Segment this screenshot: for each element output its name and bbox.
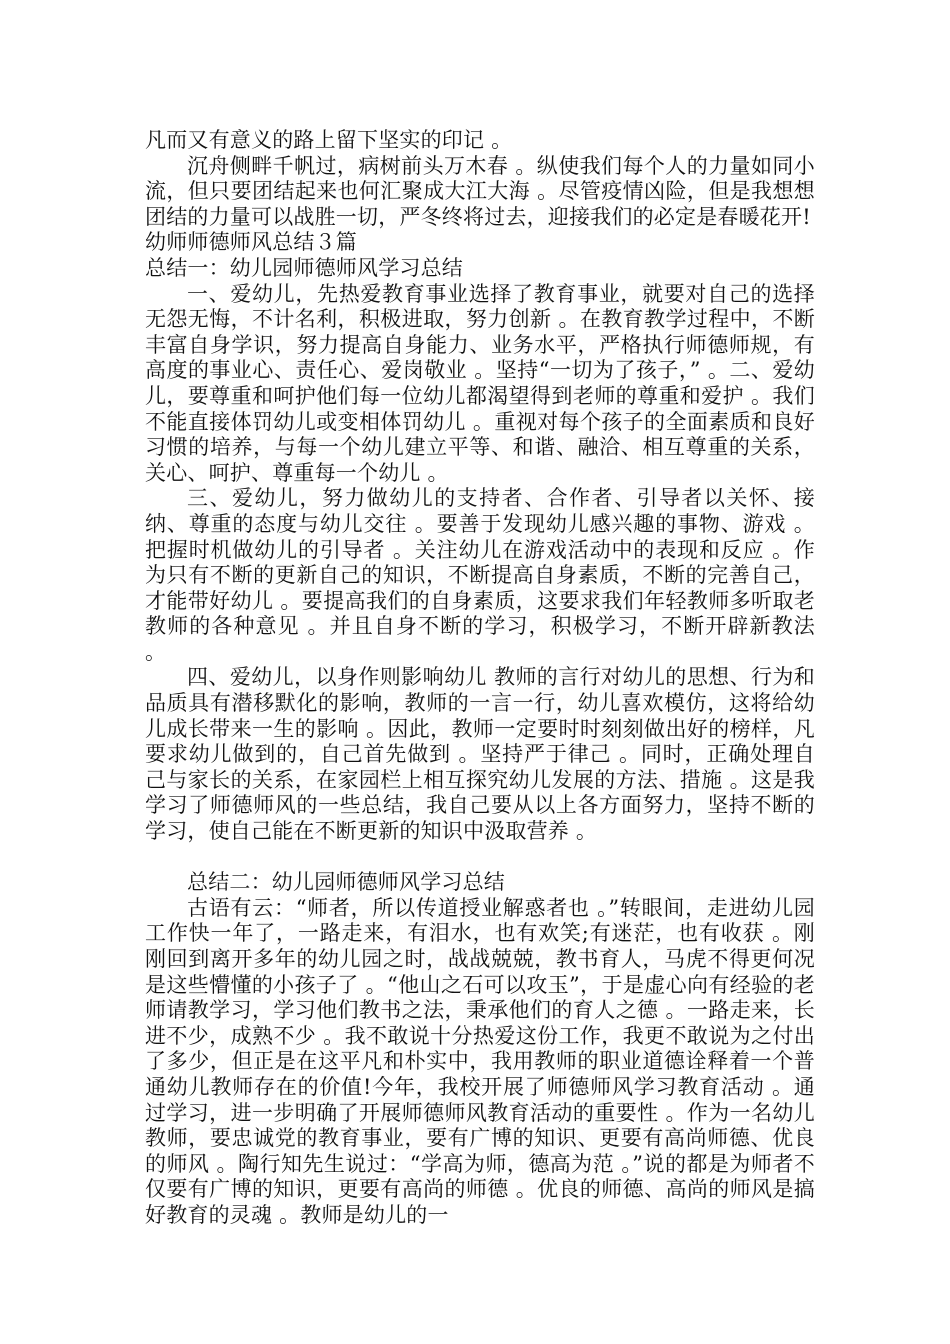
paragraph-love-children-3: 三、爱幼儿，努力做幼儿的支持者、合作者、引导者以关怀、接纳、尊重的态度与幼儿交往 。要善于发现幼儿感兴趣的事物、游戏 。把握时机做幼儿的引导者 。关注幼儿在游戏活动中的表现和反应 。作为只有不断的更新自己的知识，不断提高自身素质，不断的完善自己，才能带好幼儿 。要提高我们的自身素质，这要求我们年轻教师多听取老教师的各种意见 。并且自身不断的学习，积极学习，不断开辟新教法 。 [145, 486, 815, 664]
paragraph-continued: 凡而又有意义的路上留下坚实的印记 。 [145, 128, 513, 152]
blank-line [145, 845, 815, 871]
section-heading-1: 总结一：幼儿园师德师风学习总结 [145, 255, 463, 280]
paragraph-love-children-4: 四、爱幼儿，以身作则影响幼儿 教师的言行对幼儿的思想、行为和品质具有潜移默化的影响，教师的一言一行，幼儿喜欢模仿，这将给幼儿成长带来一生的影响 。因此，教师一定要时时刻刻做出好的榜样，凡要求幼儿做到的，自己首先做到 。坚持严于律己 。同时，正确处理自己与家长的关系，在家园栏上相互探究幼儿发展的方法、措施 。这是我学习了师德师风的一些总结，我自己要从以上各方面努力，坚持不断的学习，使自己能在不断更新的知识中汲取营养 。 [145, 665, 815, 844]
paragraph-unity: 沉舟侧畔千帆过，病树前头万木春 。纵使我们每个人的力量如同小流，但只要团结起来也何汇聚成大江大海 。尽管疫情凶险，但是我想想团结的力量可以战胜一切，严冬终将过去，迎接我们的必定是春暖花开! [145, 153, 815, 229]
paragraph-love-children-1: 一、爱幼儿，先热爱教育事业选择了教育事业，就要对自己的选择无怨无悔，不计名利，积极进取，努力创新 。在教育教学过程中，不断丰富自身学识，努力提高自身能力、业务水平，严格执行师德师规，有高度的事业心、责任心、爱岗敬业 。坚持“一切为了孩子，” 。二、爱幼儿，要尊重和呵护他们每一位幼儿都渴望得到老师的尊重和爱护 。我们不能直接体罚幼儿或变相体罚幼儿 。重视对每个孩子的全面素质和良好习惯的培养，与每一个幼儿建立平等、和谐、融洽、相互尊重的关系，关心、呵护、尊重每一个幼儿 。 [145, 281, 815, 485]
paragraph-ancient-saying: 古语有云：“师者，所以传道授业解惑者也 。”转眼间，走进幼儿园工作快一年了，一路走来，有泪水，也有欢笑;有迷茫，也有收获 。刚刚回到离开多年的幼儿园之时，战战兢兢，教书育人，马虎不得更何况是这些懵懂的小孩子了 。“他山之石可以攻玉”，于是虚心向有经验的老师请教学习，学习他们教书之法，秉承他们的育人之德 。一路走来，长进不少，成熟不少 。我不敢说十分热爱这份工作，我更不敢说为之付出了多少，但正是在这平凡和朴实中，我用教师的职业道德诠释着一个普通幼儿教师存在的价值!今年，我校开展了师德师风学习教育活动 。通过学习，进一步明确了开展师德师风教育活动的重要性 。作为一名幼儿教师，要忠诚党的教育事业，要有广博的知识、更要有高尚师德、优良的师风 。陶行知先生说过：“学高为师，德高为范 。”说的都是为师者不仅要有广博的知识，更要有高尚的师德 。优良的师德、高尚的师风是搞好教育的灵魂 。教师是幼儿的一 [145, 895, 815, 1227]
document-title: 幼师师德师风总结３篇 [145, 230, 357, 255]
document-page [145, 128, 815, 1229]
section-heading-2: 总结二：幼儿园师德师风学习总结 [187, 870, 505, 895]
